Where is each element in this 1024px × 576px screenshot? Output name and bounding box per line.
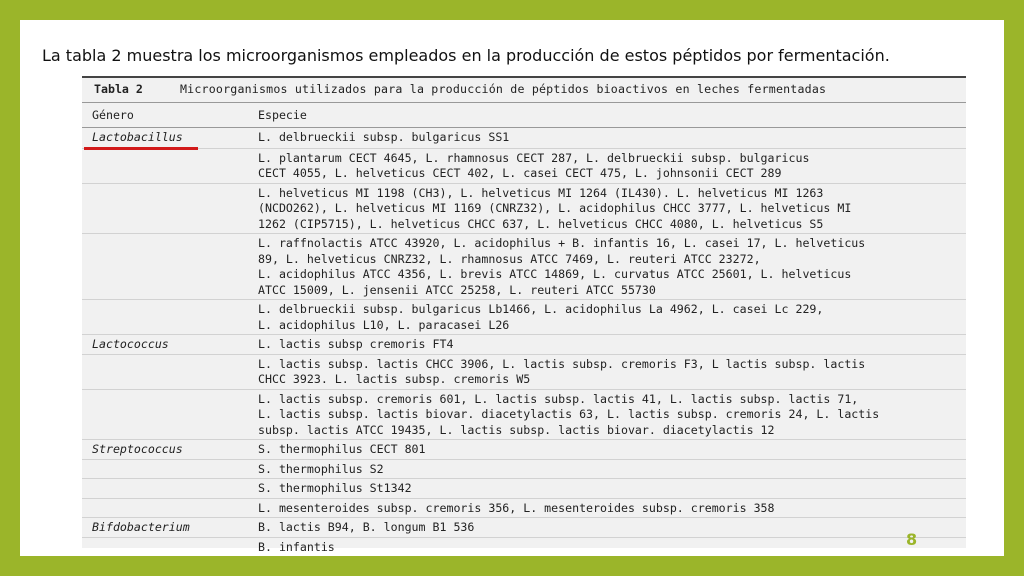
species-line: L. lactis subsp cremoris FT4 — [258, 337, 454, 351]
species-line: L. plantarum CECT 4645, L. rhamnosus CECT 287, L. delbrueckii subsp. bulgaricus — [258, 150, 810, 165]
species-cell — [258, 442, 958, 458]
table-row — [82, 439, 966, 460]
slide — [20, 20, 1004, 556]
species-line: B. lactis B94, B. longum B1 536 — [258, 520, 475, 534]
species-line: L. acidophilus L10, L. paracasei L26 — [258, 317, 510, 332]
table-row — [82, 183, 966, 235]
species-cell — [258, 501, 958, 517]
species-line: S. thermophilus S2 — [258, 461, 384, 476]
species-line: L. acidophilus ATCC 4356, L. brevis ATCC 14869, L. curvatus ATCC 25601, L. helveticus — [258, 267, 852, 281]
species-cell — [258, 520, 958, 536]
species-line: L. lactis subsp. lactis CHCC 3906, L. lactis subsp. cremoris F3, L lactis subsp. lactis — [258, 356, 866, 371]
species-line: S. thermophilus CECT 801 — [258, 442, 426, 456]
species-line: (NCDO262), L. helveticus MI 1169 (CNRZ32), L. acidophilus CHCC 3777, L. helveticus MI — [258, 201, 852, 215]
species-cell — [258, 302, 958, 333]
table-row — [82, 478, 966, 499]
species-line: L. delbrueckii subsp. bulgaricus Lb1466, L. acidophilus La 4962, L. casei Lc 229, — [258, 302, 824, 316]
table-row — [82, 128, 966, 148]
table-row — [82, 459, 966, 480]
species-cell — [258, 392, 958, 439]
species-line: L. raffnolactis ATCC 43920, L. acidophilus + B. infantis 16, L. casei 17, L. helveticus — [258, 236, 866, 250]
species-cell — [258, 462, 958, 478]
table-row — [82, 354, 966, 390]
species-line: L. helveticus MI 1198 (CH3), L. helveticus MI 1264 (IL430). L. helveticus MI 1263 — [258, 185, 824, 200]
genus-cell: Streptococcus — [92, 442, 183, 456]
page-number: 8 — [906, 530, 918, 549]
species-cell — [258, 540, 958, 556]
species-line: subsp. lactis ATCC 19435, L. lactis subsp. lactis biovar. diacetylactis 12 — [258, 422, 775, 437]
table-label: Tabla 2 — [94, 82, 143, 96]
species-line: ATCC 15009, L. jensenii ATCC 25258, L. reuteri ATCC 55730 — [258, 282, 656, 297]
species-line: L. lactis subsp. cremoris 601, L. lactis subsp. lactis 41, L. lactis subsp. lactis 71, — [258, 391, 859, 406]
column-headers — [82, 102, 966, 128]
table-row — [82, 537, 966, 558]
species-cell — [258, 151, 958, 182]
table-header — [82, 76, 966, 100]
species-line: L. delbrueckii subsp. bulgaricus SS1 — [258, 130, 510, 144]
table-row — [82, 334, 966, 355]
table-row — [82, 498, 966, 519]
species-line: S. thermophilus St1342 — [258, 481, 412, 495]
species-cell — [258, 481, 958, 497]
table-row — [82, 148, 966, 184]
species-line: 89, L. helveticus CNRZ32, L. rhamnosus ATCC 7469, L. reuteri ATCC 23272, — [258, 251, 761, 266]
species-line: CHCC 3923. L. lactis subsp. cremoris W5 — [258, 372, 531, 386]
column-species: Especie — [258, 108, 307, 122]
table-row — [82, 517, 966, 538]
species-cell — [258, 186, 958, 233]
species-line: 1262 (CIP5715), L. helveticus CHCC 637, L. helveticus CHCC 4080, L. helveticus S5 — [258, 216, 824, 231]
species-line: L. mesenteroides subsp. cremoris 356, L. mesenteroides subsp. cremoris 358 — [258, 500, 775, 515]
species-cell — [258, 337, 958, 353]
table-figure — [82, 76, 966, 554]
table-row — [82, 389, 966, 441]
species-line: CECT 4055, L. helveticus CECT 402, L. casei CECT 475, L. johnsonii CECT 289 — [258, 166, 782, 180]
species-cell — [258, 236, 958, 298]
table-title: Microorganismos utilizados para la producción de péptidos bioactivos en leches fermentadas — [180, 82, 827, 96]
table-row — [82, 299, 966, 335]
species-cell — [258, 130, 958, 146]
red-underline-annotation — [84, 147, 198, 150]
column-genus: Género — [92, 108, 134, 122]
species-cell — [258, 357, 958, 388]
species-line: B. infantis — [258, 539, 335, 554]
genus-cell: Lactococcus — [92, 337, 169, 351]
genus-cell: Lactobacillus — [92, 130, 183, 144]
slide-caption: La tabla 2 muestra los microorganismos empleados en la producción de estos péptidos por fermentación. — [42, 46, 890, 65]
genus-cell: Bifdobacterium — [92, 520, 190, 534]
table-row — [82, 233, 966, 300]
species-line: L. lactis subsp. lactis biovar. diacetylactis 63, L. lactis subsp. cremoris 24, L. lactis — [258, 407, 880, 421]
